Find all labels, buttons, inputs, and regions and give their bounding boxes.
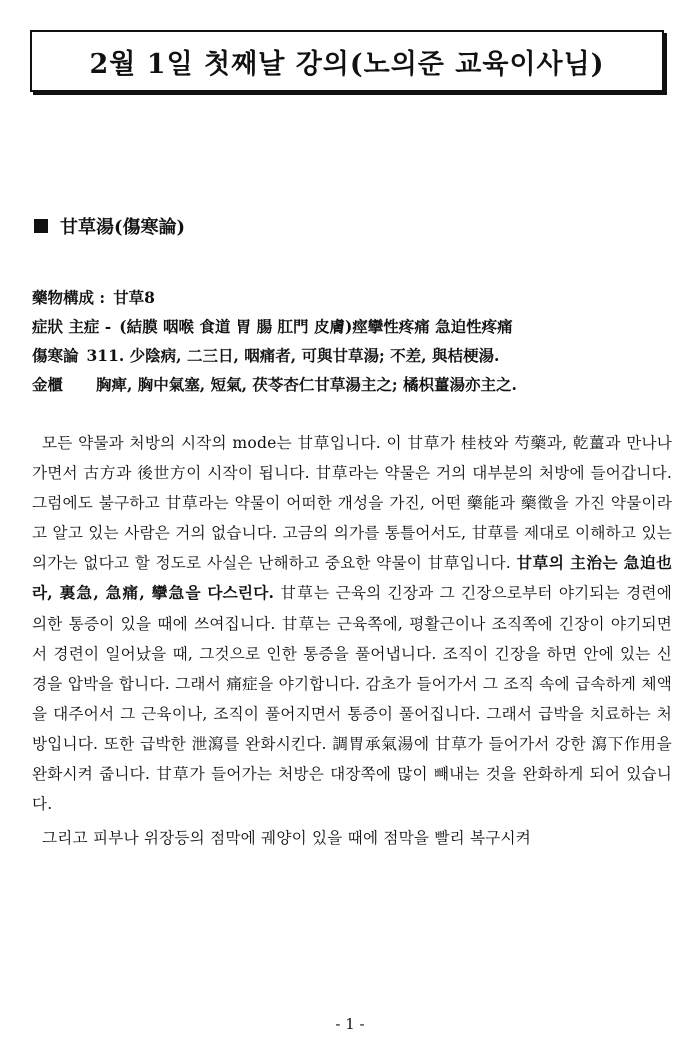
shanghan-line <box>32 341 682 370</box>
section-heading <box>34 213 185 239</box>
body-paragraph <box>32 823 672 853</box>
body-emphasis: 甘草의 主治는 急迫也라, 裏急, 急痛, 攣急을 다스린다. <box>32 553 672 603</box>
composition-value: 甘草8 <box>113 288 155 307</box>
body-text-part1: 모든 약물과 처방의 시작의 mode는 甘草입니다. 이 甘草가 桂枝와 芍藥과, 乾薑과 만나나가면서 古方과 後世方이 시작이 됩니다. 甘草라는 약물은 거의 대부분의 처방에 들어갑니다. 그럼에도 불구하고 甘草라는 약물이 어떠한 개성을 가진, 어떤 藥能과 藥徵을 가진 약물이라고 알고 있는 사람은 거의 없습니다. 고금의 의가를 통틀어서도, 甘草를 제대로 이해하고 있는 의가는 없다고 할 정도로 사실은 난해하고 중요한 약물이 甘草입니다. <box>32 434 672 573</box>
lecture-title: 2월 1일 첫째날 강의(노의준 교육이사님) <box>89 48 605 80</box>
body-paragraph <box>32 428 672 819</box>
body-text-part2: 甘草는 근육의 긴장과 그 긴장으로부터 야기되는 경련에 의한 통증이 있을 때에 쓰여집니다. 甘草는 근육쪽에, 평활근이나 조직쪽에 긴장이 야기되면서 경련이 일어났을 때, 그것으로 인한 통증을 풀어냅니다. 조직이 긴장을 하면 안에 있는 신경을 압박을 합니다. 그래서 痛症을 야기합니다. 감초가 들어가서 그 조직 속에 급속하게 체액을 대주어서 그 근육이나, 조직이 풀어지면서 통증이 풀어집니다. 그래서 급박을 치료하는 처방입니다. 또한 급박한 泄瀉를 완화시킨다. 調胃承氣湯에 甘草가 들어가서 강한 瀉下作用을 완화시켜 줍니다. 甘草가 들어가는 처방은 대장쪽에 많이 빼내는 것을 완화하게 되어 있습니다. <box>32 584 672 814</box>
jingui-value: 胸痺, 胸中氣塞, 短氣, 茯苓杏仁甘草湯主之; 橘枳薑湯亦主之. <box>96 375 517 394</box>
symptoms-value: (結膜 咽喉 食道 胃 腸 肛門 皮膚)痙攣性疼痛 急迫性疼痛 <box>119 317 513 336</box>
composition-line <box>32 283 682 312</box>
page-number: - 1 - <box>335 1015 365 1033</box>
body-text-part3: 그리고 피부나 위장등의 점막에 궤양이 있을 때에 점막을 빨리 복구시켜 <box>42 829 532 848</box>
herb-info-block <box>32 283 682 399</box>
composition-label: 藥物構成 : <box>32 288 106 307</box>
shanghan-label: 傷寒論 <box>32 346 79 365</box>
symptoms-line <box>32 312 682 341</box>
section-heading-text: 甘草湯(傷寒論) <box>60 217 186 238</box>
jingui-line <box>32 370 682 399</box>
jingui-label: 金櫃 <box>32 375 64 394</box>
lecture-body <box>32 428 672 853</box>
symptoms-label: 症狀 主症 - <box>32 317 112 336</box>
lecture-title-box <box>30 30 664 92</box>
shanghan-value: 311. 少陰病, 二三日, 咽痛者, 可與甘草湯; 不差, 與桔梗湯. <box>86 346 500 365</box>
square-bullet-icon <box>34 219 48 233</box>
